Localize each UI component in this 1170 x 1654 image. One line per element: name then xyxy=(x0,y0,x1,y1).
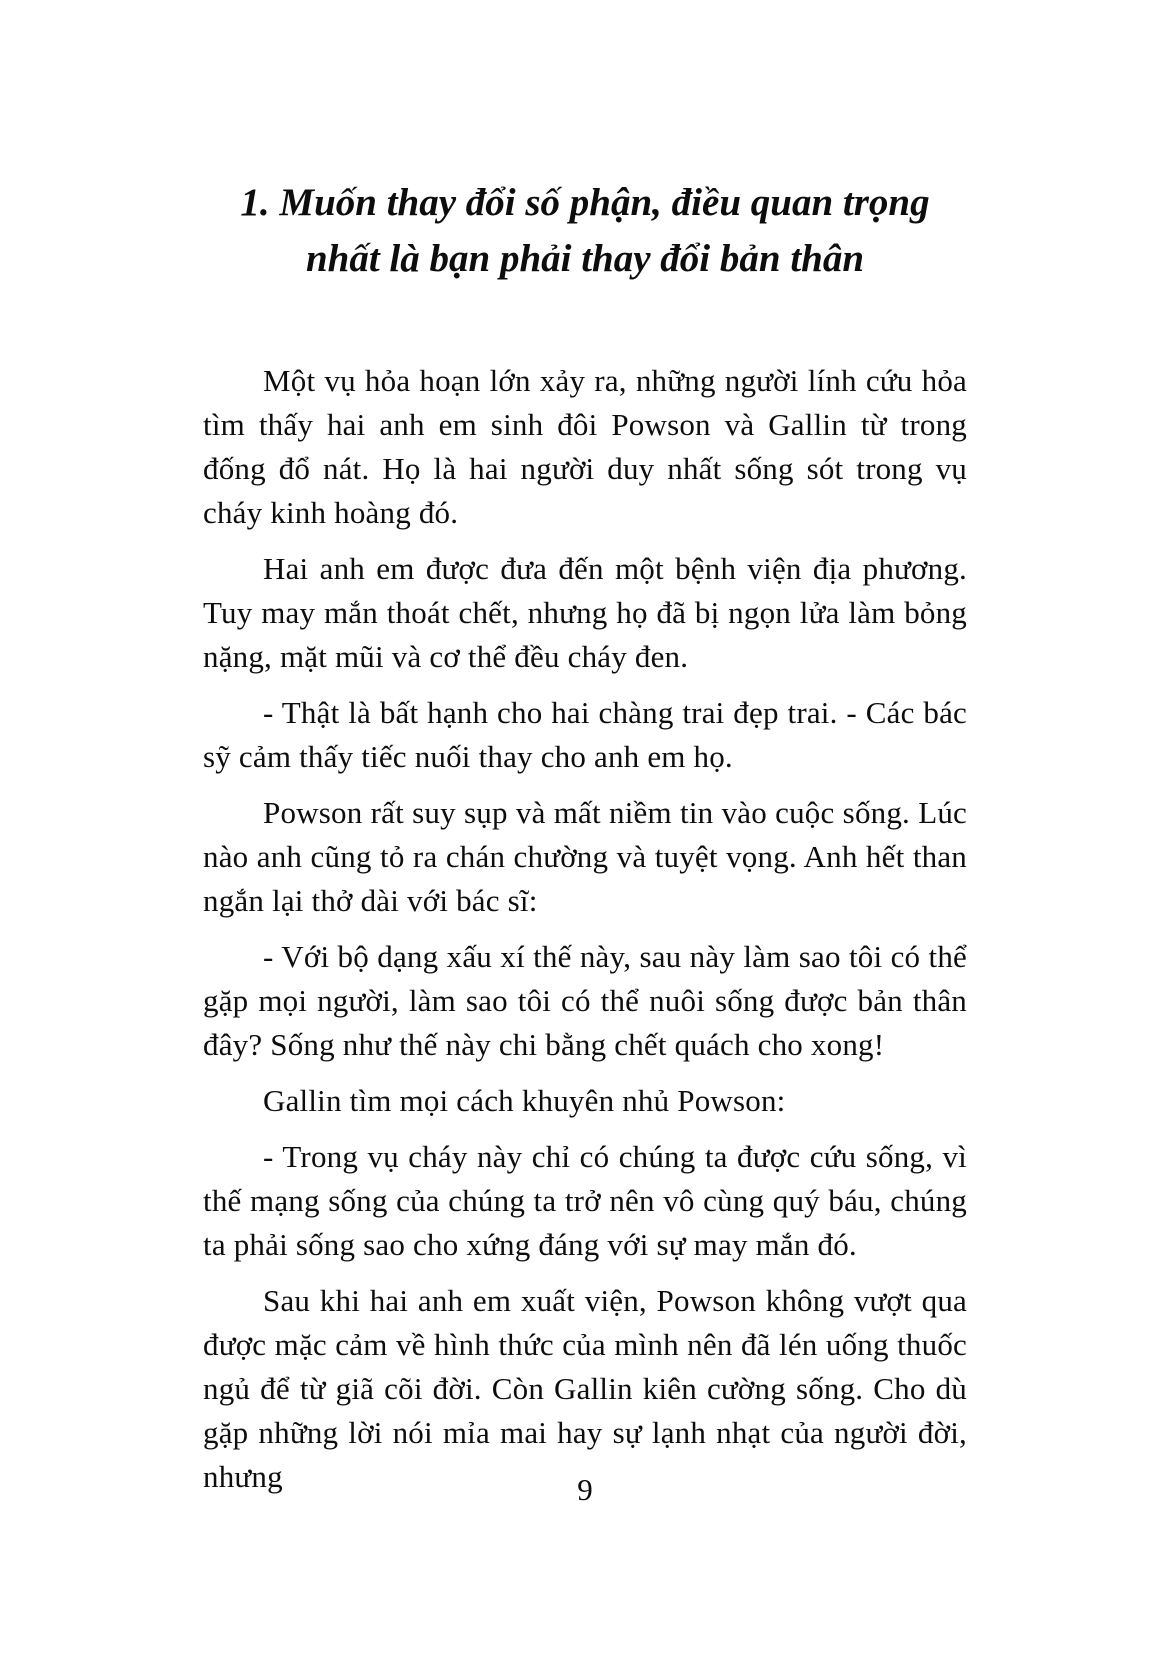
paragraph: - Trong vụ cháy này chỉ có chúng ta được cứu sống, vì thế mạng sống của chúng ta trở nên vô cùng quý báu, chúng ta phải sống sao cho xứng đáng với sự may mắn đó. xyxy=(203,1139,967,1262)
paragraph: Gallin tìm mọi cách khuyên nhủ Powson: xyxy=(263,1083,786,1118)
body-paragraphs xyxy=(203,359,967,1499)
paragraph: Sau khi hai anh em xuất viện, Powson không vượt qua được mặc cảm về hình thức của mình nên đã lén uống thuốc ngủ để từ giã cõi đời. Còn Gallin kiên cường sống. Cho dù gặp những lời nói mỉa mai hay sự lạnh nhạt của người đời, nhưng xyxy=(203,1283,967,1494)
paragraph: - Thật là bất hạnh cho hai chàng trai đẹp trai. - Các bác sỹ cảm thấy tiếc nuối thay cho anh em họ. xyxy=(203,695,967,774)
paragraph: Powson rất suy sụp và mất niềm tin vào cuộc sống. Lúc nào anh cũng tỏ ra chán chường và tuyệt vọng. Anh hết than ngắn lại thở dài với bác sĩ: xyxy=(203,795,967,918)
page-number: 9 xyxy=(577,1472,593,1507)
chapter-title: 1. Muốn thay đổi số phận, điều quan trọng nhất là bạn phải thay đổi bản thân xyxy=(240,181,930,280)
paragraph: Hai anh em được đưa đến một bệnh viện địa phương. Tuy may mắn thoát chết, nhưng họ đã bị ngọn lửa làm bỏng nặng, mặt mũi và cơ thể đều cháy đen. xyxy=(203,551,967,674)
paragraph: Một vụ hỏa hoạn lớn xảy ra, những người lính cứu hỏa tìm thấy hai anh em sinh đôi Powson và Gallin từ trong đống đổ nát. Họ là hai người duy nhất sống sót trong vụ cháy kinh hoàng đó. xyxy=(203,363,967,530)
paragraph: - Với bộ dạng xấu xí thế này, sau này làm sao tôi có thể gặp mọi người, làm sao tôi có thể nuôi sống được bản thân đây? Sống như thế này chi bằng chết quách cho xong! xyxy=(203,939,967,1062)
